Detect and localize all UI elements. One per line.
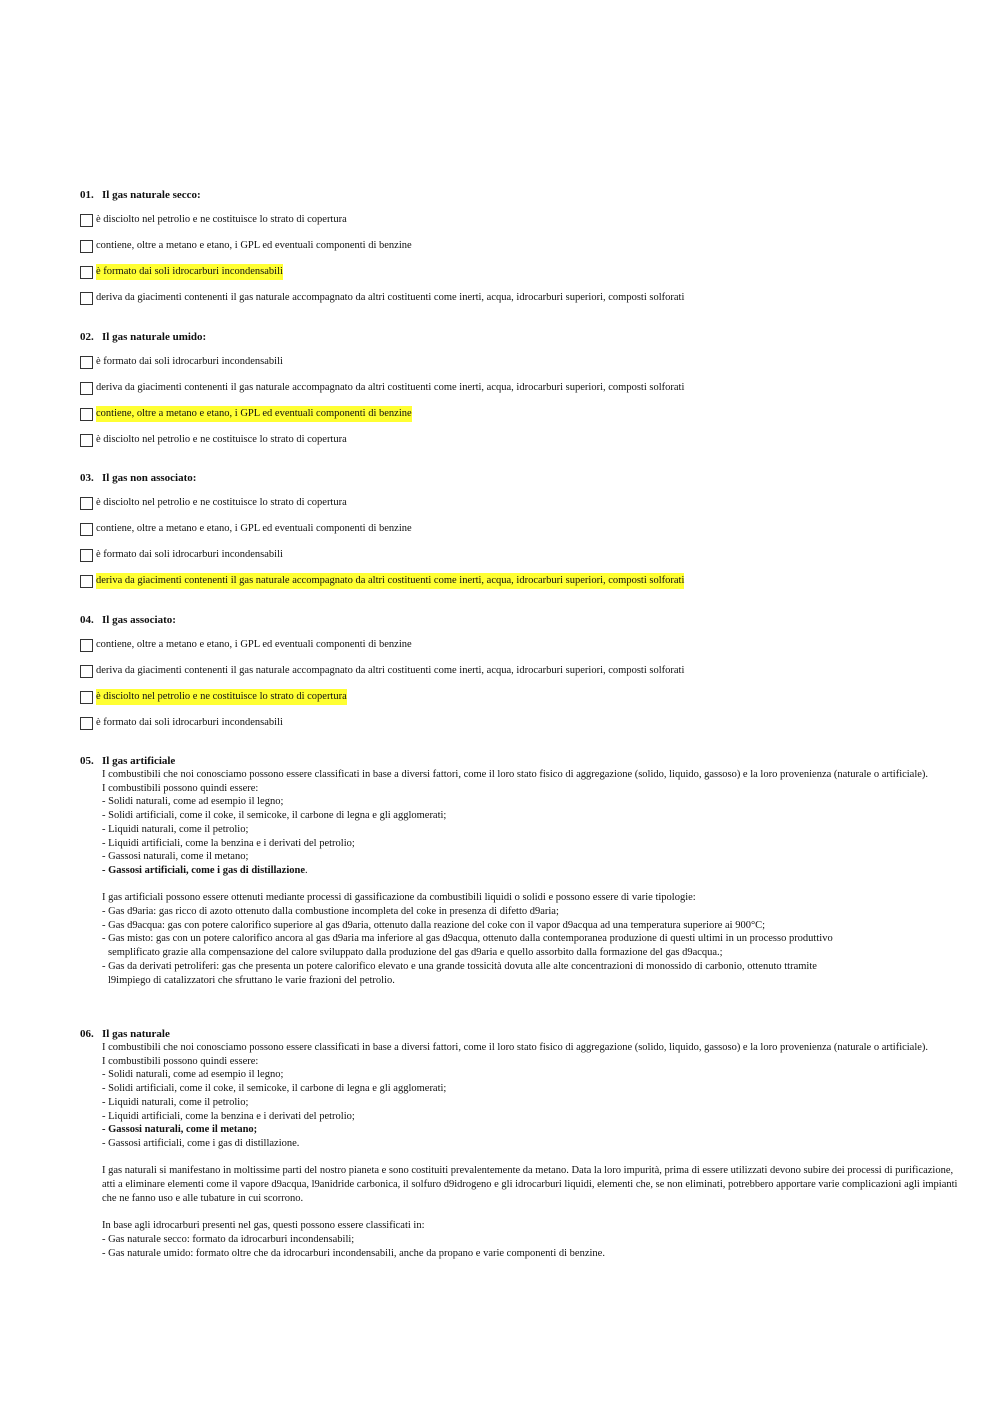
section-line: - Liquidi artificiali, come la benzina e i derivati del petrolio; — [102, 837, 355, 849]
checkbox[interactable] — [80, 382, 93, 395]
answer-option[interactable]: deriva da giacimenti contenenti il gas naturale accompagnato da altri costituenti come inerti, acqua, idrocarburi superiori, composti solforati — [80, 663, 960, 679]
section-line: I gas artificiali possono essere ottenuti mediante processi di gassificazione da combustibili liquidi o solidi e possono essere di varie tipologie: — [102, 892, 696, 904]
section-title: 05. Il gas artificiale — [80, 755, 176, 767]
section-line: I combustibili che noi conosciamo possono essere classificati in base a diversi fattori, come il loro stato fisico di aggregazione (solido, liquido, gassoso) e la loro provenienza (naturale o artificiale). — [102, 769, 929, 780]
question-title: 04. Il gas associato: — [80, 614, 176, 626]
section-line: I combustibili che noi conosciamo possono essere classificati in base a diversi fattori, come il loro stato fisico di aggregazione (solido, liquido, gassoso) e la loro provenienza (naturale o artificiale). — [102, 1042, 929, 1053]
checkbox[interactable] — [80, 523, 93, 536]
answer-option[interactable]: è formato dai soli idrocarburi incondensabili — [80, 715, 960, 731]
section-line: - Gas naturale umido: formato oltre che da idrocarburi incondensabili, anche da propano e varie componenti di benzine. — [102, 1247, 605, 1259]
section-line: - Gas da derivati petroliferi: gas che presenta un potere calorifico elevato e una grande tossicità dovuta alle alte concentrazioni di monossido di carbonio, ottenuto ttramite — [102, 960, 817, 972]
section-line: - Gassosi artificiali, come i gas di distillazione. — [102, 864, 308, 876]
checkbox[interactable] — [80, 497, 93, 510]
section-line: - Solidi naturali, come ad esempio il legno; — [102, 1069, 284, 1081]
checkbox[interactable] — [80, 266, 93, 279]
answer-option-correct[interactable]: è disciolto nel petrolio e ne costituisce lo strato di copertura — [80, 689, 960, 705]
section-title: 06. Il gas naturale — [80, 1028, 170, 1040]
section-line: - Gas d9aria: gas ricco di azoto ottenuto dalla combustione incompleta del coke in presenza di difetto d9aria; — [102, 906, 559, 918]
checkbox[interactable] — [80, 665, 93, 678]
section-line: In base agli idrocarburi presenti nel gas, questi possono essere classificati in: — [102, 1220, 425, 1232]
question-title: 03. Il gas non associato: — [80, 472, 197, 484]
section-line: - Gassosi naturali, come il metano; — [102, 851, 249, 863]
section-05 — [80, 754, 960, 987]
section-line: - Liquidi naturali, come il petrolio; — [102, 823, 249, 835]
section-line: I combustibili possono quindi essere: — [102, 782, 259, 794]
section-line: I gas naturali si manifestano in moltissime parti del nostro pianeta e sono costituiti prevalentemente da metano. Data la loro impurità, prima di essere utilizzati devono subire dei processi di purificazione, atti a eliminare elementi come il vapore d9acqua, l9anidride carbonica, il solfuro d9idrogeno e gli idrocarburi liquidi, elementi che, se non eliminati, potrebbero apportare varie complicazioni agli impianti che ne fanno uso e alle tubature in cui scorrono. — [102, 1165, 958, 1204]
section-line: - Gas misto: gas con un potere calorifico ancora al gas d9aria ma inferiore al gas d9acqua, ottenuto dalla contemporanea produzione di questi ultimi in un processo produttivo — [102, 933, 833, 945]
checkbox[interactable] — [80, 408, 93, 421]
section-line: - Solidi artificiali, come il coke, il semicoke, il carbone di legna e gli agglomerati; — [102, 1083, 447, 1095]
section-line: semplificato grazie alla compensazione del calore sviluppato dalla produzione del gas d9aria e quello assorbito dalla formazione del gas d9acqua.; — [108, 947, 723, 959]
question-01 — [80, 188, 960, 306]
paragraph-gap — [102, 878, 960, 892]
section-line: - Gassosi naturali, come il metano; — [102, 1124, 258, 1136]
answer-option[interactable]: contiene, oltre a metano e etano, i GPL ed eventuali componenti di benzine — [80, 637, 960, 653]
section-line: - Gas d9acqua: gas con potere calorifico superiore al gas d9aria, ottenuto dalla reazione del coke con il vapor d9acqua ad una temperatura superiore ai 900°C; — [102, 919, 766, 931]
answer-option[interactable]: è disciolto nel petrolio e ne costituisce lo strato di copertura — [80, 495, 960, 511]
answer-option[interactable]: deriva da giacimenti contenenti il gas naturale accompagnato da altri costituenti come inerti, acqua, idrocarburi superiori, composti solforati — [80, 380, 960, 396]
section-line: - Solidi naturali, come ad esempio il legno; — [102, 796, 284, 808]
section-line: - Gassosi artificiali, come i gas di distillazione. — [102, 1137, 300, 1149]
section-line: - Solidi artificiali, come il coke, il semicoke, il carbone di legna e gli agglomerati; — [102, 810, 447, 822]
section-body — [102, 768, 960, 987]
section-line: I combustibili possono quindi essere: — [102, 1055, 259, 1067]
question-03 — [80, 471, 960, 589]
question-02 — [80, 330, 960, 448]
section-line: l9impiego di catalizzatori che sfruttano le varie frazioni del petrolio. — [108, 974, 395, 986]
checkbox[interactable] — [80, 292, 93, 305]
checkbox[interactable] — [80, 717, 93, 730]
answer-option[interactable]: è formato dai soli idrocarburi incondensabili — [80, 547, 960, 563]
question-title: 02. Il gas naturale umido: — [80, 331, 207, 343]
answer-option-correct[interactable]: è formato dai soli idrocarburi incondensabili — [80, 264, 960, 280]
checkbox[interactable] — [80, 639, 93, 652]
checkbox[interactable] — [80, 356, 93, 369]
paragraph-gap — [102, 1205, 960, 1219]
answer-option[interactable]: contiene, oltre a metano e etano, i GPL ed eventuali componenti di benzine — [80, 521, 960, 537]
checkbox[interactable] — [80, 434, 93, 447]
section-06 — [80, 1027, 960, 1260]
checkbox[interactable] — [80, 575, 93, 588]
answer-option-correct[interactable]: deriva da giacimenti contenenti il gas naturale accompagnato da altri costituenti come inerti, acqua, idrocarburi superiori, composti solforati — [80, 573, 960, 589]
checkbox[interactable] — [80, 549, 93, 562]
answer-option-correct[interactable]: contiene, oltre a metano e etano, i GPL ed eventuali componenti di benzine — [80, 406, 960, 422]
answer-option[interactable]: deriva da giacimenti contenenti il gas naturale accompagnato da altri costituenti come inerti, acqua, idrocarburi superiori, composti solforati — [80, 290, 960, 306]
section-body — [102, 1041, 960, 1260]
question-04 — [80, 613, 960, 731]
checkbox[interactable] — [80, 240, 93, 253]
section-line: - Liquidi artificiali, come la benzina e i derivati del petrolio; — [102, 1110, 355, 1122]
checkbox[interactable] — [80, 214, 93, 227]
answer-option[interactable]: contiene, oltre a metano e etano, i GPL ed eventuali componenti di benzine — [80, 238, 960, 254]
section-line: - Liquidi naturali, come il petrolio; — [102, 1096, 249, 1108]
paragraph-gap — [102, 1151, 960, 1165]
answer-option[interactable]: è disciolto nel petrolio e ne costituisce lo strato di copertura — [80, 212, 960, 228]
answer-option[interactable]: è disciolto nel petrolio e ne costituisce lo strato di copertura — [80, 432, 960, 448]
section-line: - Gas naturale secco: formato da idrocarburi incondensabili; — [102, 1233, 355, 1245]
answer-option[interactable]: è formato dai soli idrocarburi incondensabili — [80, 354, 960, 370]
question-title: 01. Il gas naturale secco: — [80, 189, 201, 201]
checkbox[interactable] — [80, 691, 93, 704]
